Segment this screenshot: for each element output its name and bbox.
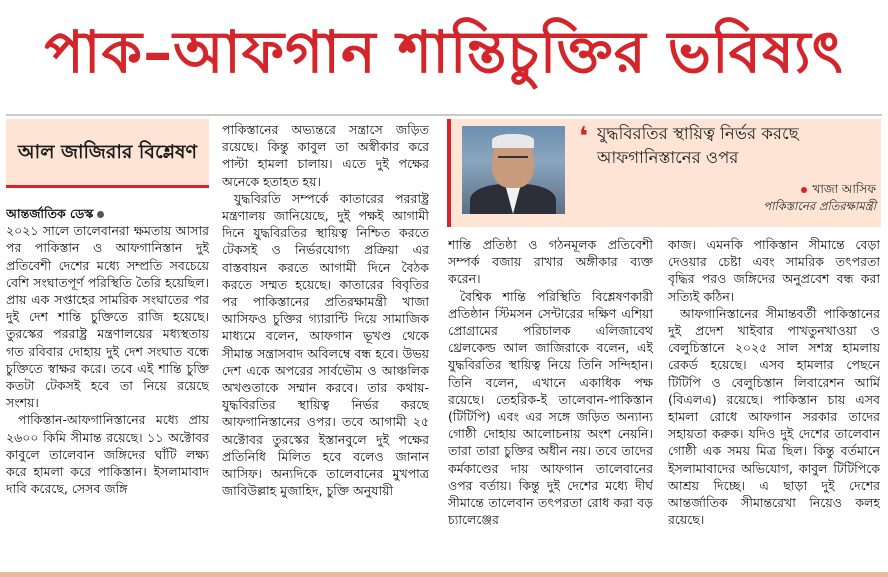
- paragraph: পাকিস্তানের অভ্যন্তরে সন্ত্রাসে জড়িত রয়েছে। কিন্তু কাবুল তা অস্বীকার করে পাল্টা হামলা চালায়। এতে দুই পক্ষের অনেকে হতাহত হয়।: [222, 122, 429, 189]
- photo-glasses: [498, 156, 528, 164]
- paragraph: আফগানিস্তানের সীমান্তবর্তী পাকিস্তানের দুই প্রদেশ খাইবার পাখতুনখাওয়া ও বেলুচিস্তানে ২০২৫ সাল সশস্ত্র হামলায় রেকর্ড হয়েছে। এসব হামলার পেছনে টিটিপি ও বেলুচিস্তান লিবারেশন আর্মি (বিএলএ) রয়েছে। পাকিস্তান চায় এসব হামলা রোধে আফগান সরকার তাদের সহায়তা করুক। যদিও দুই দেশের তালেবান গোষ্ঠী এক সময় মিত্র ছিল। কিন্তু বর্তমানে ইসলামাবাদের অভিযোগ, কাবুল টিটিপিকে আশ্রয় দিচ্ছে। এ ছাড়া দুই দেশের আন্তর্জাতিক সীমান্তরেখা নিয়েও কলহ রয়েছে।: [668, 305, 880, 528]
- photo-hair: [492, 134, 534, 148]
- quote-mark-icon: ❛: [579, 122, 589, 152]
- byline-text: আন্তর্জাতিক ডেস্ক: [6, 206, 94, 221]
- paragraph: ২০২১ সালে তালেবানরা ক্ষমতায় আসার পর পাকিস্তান ও আফগানিস্তান দুই প্রতিবেশী দেশের মধ্যে সম্প্রতি সবচেয়ে বেশি সংঘাতপূর্ণ পরিস্থিতি তৈরি হয়েছিল। প্রায় এক সপ্তাহের সামরিক সংঘাতের পর দুই দেশ শান্তি চুক্তিতে রাজি হয়েছে। তুরস্কের পররাষ্ট্র মন্ত্রণালয়ের মধ্যস্থতায় গত রবিবার দোহায় দুই দেশ সংঘাত বন্ধে চুক্তিতে স্বাক্ষর করে। তবে এই শান্তি চুক্তি কতটা টেকসই হবে তা নিয়ে রয়েছে সংশয়।: [6, 223, 209, 411]
- column-2: [222, 121, 429, 575]
- footer-rule: [0, 572, 888, 577]
- headline: পাক–আফগান শান্তিচুক্তির ভবিষ্যৎ: [44, 17, 844, 86]
- column-4: [668, 236, 880, 575]
- speaker-role: পাকিস্তানের প্রতিরক্ষামন্ত্রী: [763, 199, 876, 213]
- byline: [6, 205, 209, 222]
- pull-quote-attribution: [763, 181, 876, 215]
- paragraph: কাজ। এমনকি পাকিস্তান সীমান্তে বেড়া দেওয়ার চেষ্টা এবং সামরিক তৎপরতা বৃদ্ধির পরও জঙ্গিদের অনুপ্রবেশ বন্ধ করা সত্যিই কঠিন।: [668, 237, 880, 304]
- bullet-icon: [97, 211, 104, 218]
- column-3: [448, 236, 653, 575]
- speaker-photo: [462, 126, 565, 214]
- pull-quote-accent: [447, 119, 451, 227]
- paragraph: যুদ্ধবিরতি সম্পর্কে কাতারের পররাষ্ট্র মন্ত্রণালয় জানিয়েছে, দুই পক্ষই আগামী দিনে যুদ্ধবিরতির স্থায়িত্ব নিশ্চিত করতে টেকসই ও নির্ভরযোগ্য প্রক্রিয়া এর বাস্তবায়ন করতে আগামী দিনে বৈঠক করতে সম্মত হয়েছে। কাতারের বিবৃতির পর পাকিস্তানের প্রতিরক্ষামন্ত্রী খাজা আসিফও চুক্তির গ্যারান্টি দিয়ে সামাজিক মাধ্যমে বলেন, আফগান ভূখণ্ড থেকে সীমান্ত সন্ত্রাসবাদ অবিলম্বে বন্ধ হবে। উভয় দেশ একে অপরের সার্বভৌম ও আঞ্চলিক অখণ্ডতাকে সম্মান করবে। তার কথায়- যুদ্ধবিরতির স্থায়িত্ব নির্ভর করছে আফগানিস্তানের ওপর। তবে আগামী ২৫ অক্টোবর তুরস্কের ইস্তানবুলে দুই পক্ষের প্রতিনিধি মিলিত হবে বলেও জানান আসিফ। অন্যদিকে তালেবানের মুখপাত্র জাবিউল্লাহ মুজাহিদ, চুক্তি অনুযায়ী: [222, 190, 429, 499]
- pull-quote-text: যুদ্ধবিরতির স্থায়িত্ব নির্ভর করছে আফগানিস্তানের ওপর: [597, 124, 799, 167]
- divider: [6, 114, 882, 116]
- analysis-box-title: আল জাজিরার বিশ্লেষণ: [6, 119, 209, 188]
- column-1: [6, 205, 209, 575]
- paragraph: বৈশ্বিক শান্তি পরিস্থিতি বিশ্লেষণকারী প্রতিষ্ঠান স্টিমসন সেন্টারের দক্ষিণ এশিয়া প্রোগ্রামের পরিচালক এলিজাবেথ থ্রেলকেল্ড আল জাজিরাকে বলেন, এই যুদ্ধবিরতির স্থায়িত্ব নিয়ে তিনি সন্দিহান। তিনি বলেন, এখানে একাধিক পক্ষ রয়েছে। তেহরিক-ই তালেবান-পাকিস্তান (টিটিপি) এবং এর সঙ্গে জড়িত অন্যান্য গোষ্ঠী দোহায় আলোচনায় অংশ নেয়নি। তারা তারা চুক্তির অধীন নয়। তবে তাদের কর্মকাণ্ডের দায় আফগান তালেবানের ওপর বর্তায়। কিন্তু দুই দেশের মধ্যে দীর্ঘ সীমান্তে তালেবান তৎপরতা রোধ করা বড় চ্যালেঞ্জের: [448, 288, 653, 528]
- speaker-name: খাজা আসিফ: [763, 181, 876, 198]
- paragraph: পাকিস্তান-আফগানিস্তানের মধ্যে প্রায় ২৬০০ কিমি সীমান্ত রয়েছে। ১১ অক্টোবর কাবুলে তালেবান জঙ্গিদের ঘাঁটি লক্ষ্য করে হামলা করে পাকিস্তান। ইসলামাবাদ দাবি করেছে, সেসব জঙ্গি: [6, 412, 209, 497]
- paragraph: শান্তি প্রতিষ্ঠা ও গঠনমূলক প্রতিবেশী সম্পর্ক বজায় রাখার অঙ্গীকার ব্যক্ত করেন।: [448, 237, 653, 287]
